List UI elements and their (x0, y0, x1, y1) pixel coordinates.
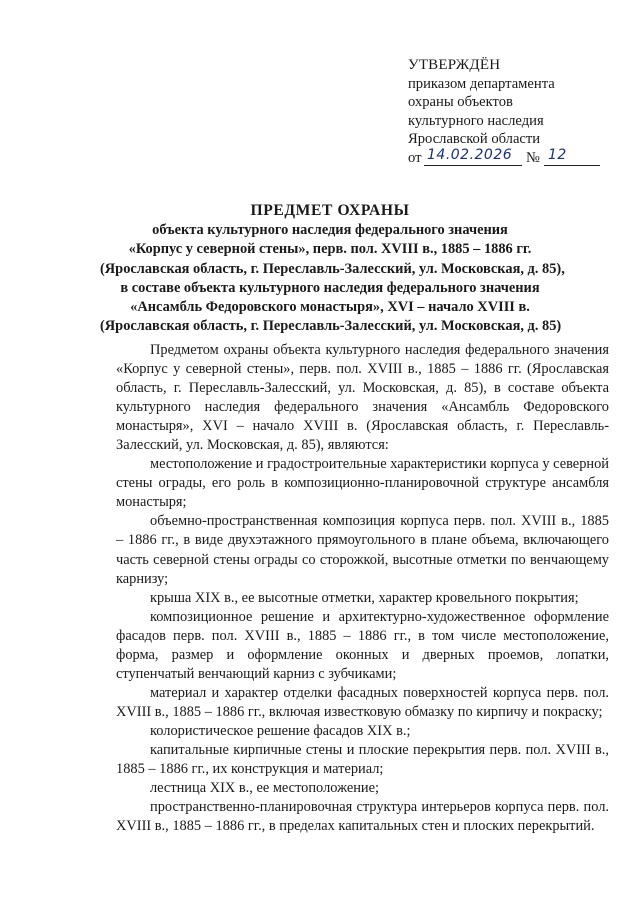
title-line: (Ярославская область, г. Переславль-Залесский, ул. Московская, д. 85), (100, 260, 565, 277)
date-underline (424, 165, 522, 166)
protection-item: капитальные кирпичные стены и плоские перекрытия перв. пол. XVIII в., 1885 – 1886 гг., их конструкция и материал; (116, 741, 609, 778)
approval-line: культурного наследия (408, 112, 544, 129)
protection-item: местоположение и градостроительные характеристики корпуса у северной стены ограды, его роль в композиционно-планировочной структуре ансамбля монастыря; (116, 456, 609, 511)
document-title: ПРЕДМЕТ ОХРАНЫ (250, 202, 410, 219)
protection-item: материал и характер отделки фасадных поверхностей корпуса перв. пол. XVIII в., 1885 – 1886 гг., включая известковую обмазку по кирпичу и покраску; (116, 684, 609, 720)
approval-stamp-block (408, 56, 608, 169)
date-prefix: от (408, 149, 422, 166)
title-line: «Ансамбль Федоровского монастыря», XVI – начало XVIII в. (130, 299, 530, 316)
protection-item: объемно-пространственная композиция корпуса перв. пол. XVIII в., 1885 – 1886 гг., в виде двухэтажного прямоугольного в плане объема, включающего часть северной стены ограды со сторожкой, высотные отметки по венчающему карнизу; (116, 513, 609, 587)
title-line: объекта культурного наследия федерального значения (152, 222, 508, 239)
intro-paragraph: Предметом охраны объекта культурного наследия федерального значения «Корпус у северной стены», перв. пол. XVIII в., 1885 – 1886 гг. (Ярославская область, г. Переславль-Залесский, ул. Московская, д. 85), в составе объекта культурного наследия федерального значения «Ансамбль Федоровского монастыря», XVI – начало XVIII в. (Ярославская область, г. Переславль-Залесский, ул. Московская, д. 85), являются: (116, 342, 609, 454)
approval-heading: УТВЕРЖДЁН (408, 57, 501, 73)
handwritten-number: 12 (548, 146, 567, 163)
document-body (116, 341, 609, 836)
protection-item: пространственно-планировочная структура интерьеров корпуса перв. пол. XVIII в., 1885 – 1886 гг., в пределах капитальных стен и плоских перекрытий. (116, 799, 609, 835)
protection-item: композиционное решение и архитектурно-художественное оформление фасадов перв. пол. XVIII в., 1885 – 1886 гг., в том числе местоположение, форма, размер и оформление оконных и дверных проемов, лопатки, ступенчатый венчающий карниз с зубчиками; (116, 608, 609, 682)
number-prefix: № (526, 149, 540, 166)
approval-line: приказом департамента (408, 75, 555, 92)
number-underline (544, 165, 600, 166)
title-line: «Корпус у северной стены», перв. пол. XVIII в., 1885 – 1886 гг. (128, 241, 532, 258)
approval-line: охраны объектов (408, 94, 513, 111)
handwritten-date: 14.02.2026 (427, 146, 513, 163)
title-line: в составе объекта культурного наследия федерального значения (120, 279, 540, 296)
protection-item: крыша XIX в., ее высотные отметки, характер кровельного покрытия; (150, 589, 579, 606)
protection-item: колористическое решение фасадов XIX в.; (150, 722, 411, 739)
approval-line: Ярославской области (408, 131, 541, 148)
title-line: (Ярославская область, г. Переславль-Залесский, ул. Московская, д. 85) (100, 318, 562, 335)
protection-item: лестница XIX в., ее местоположение; (150, 780, 380, 797)
approval-date-number-row (408, 146, 608, 169)
document-title-block (100, 201, 565, 336)
